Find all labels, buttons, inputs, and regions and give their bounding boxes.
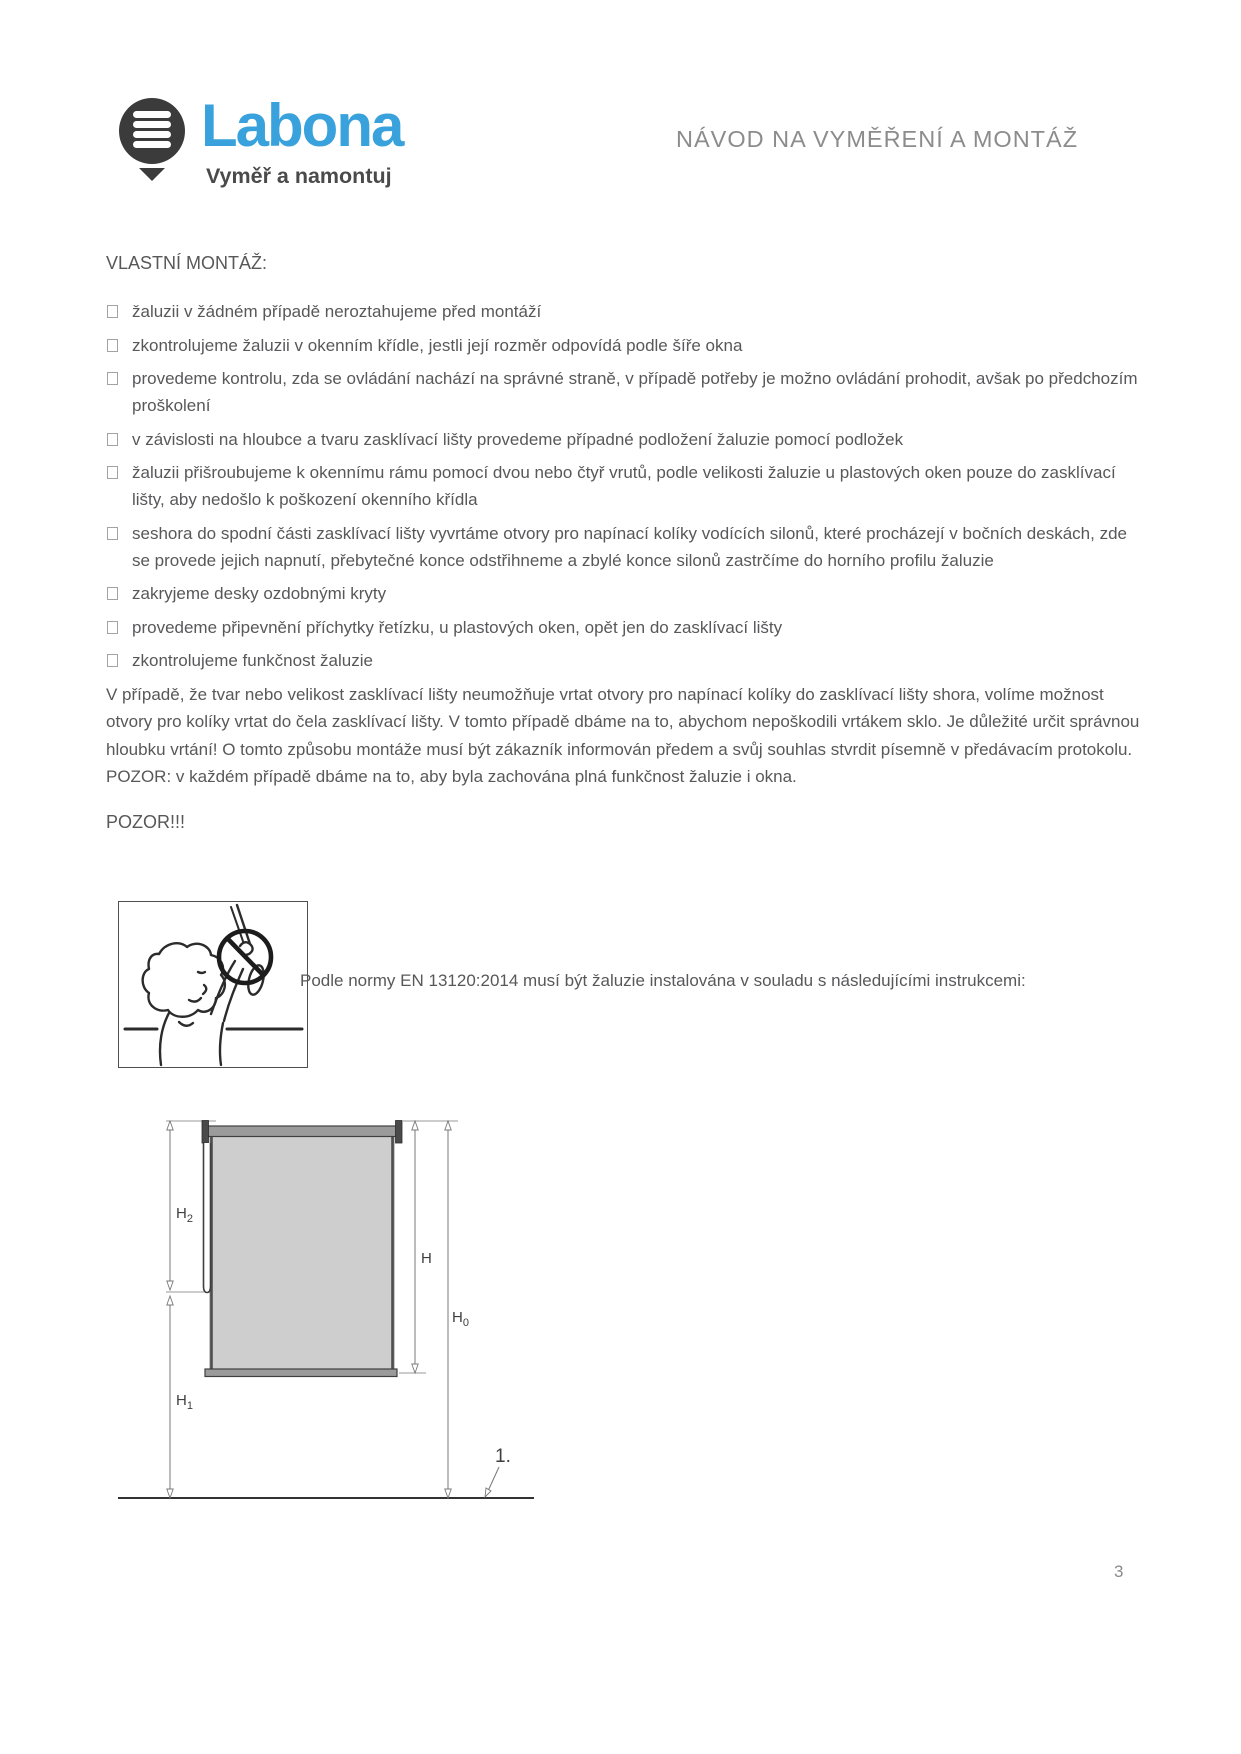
checklist-item-text: provedeme kontrolu, zda se ovládání nachází na správné straně, v případě potřeby je možno ovládání prohodit, avšak po předchozím proškolení [132, 369, 1138, 415]
content-column [106, 250, 1140, 836]
checklist-item [106, 459, 1140, 513]
dim-label-h2: $H_2$ [176, 1205, 193, 1225]
warning-heading: POZOR!!! [106, 811, 186, 832]
checkbox-icon [107, 372, 118, 385]
section-heading: VLASTNÍ MONTÁŽ: [106, 253, 268, 273]
checklist-item [106, 580, 1140, 607]
checkbox-icon [107, 433, 118, 446]
brand-name: Labona [201, 92, 403, 159]
checkbox-icon [107, 654, 118, 667]
labona-blinds-pin-icon [118, 97, 186, 189]
checklist-item-text: zkontrolujeme funkčnost žaluzie [132, 651, 373, 670]
floor-reference-label: 1. [495, 1446, 511, 1467]
checklist-item-text: zakryjeme desky ozdobnými kryty [132, 584, 387, 603]
norm-note-text: Podle normy EN 13120:2014 musí být žaluzie instalována v souladu s následujícími instrukcemi: [300, 971, 1026, 990]
checklist-item-text: žaluzii přišroubujeme k okennímu rámu pomocí dvou nebo čtyř vrutů, podle velikosti žaluzie u plastových oken pouze do zasklívací lišty, aby nedošlo k poškození okenního křídla [132, 463, 1116, 509]
checklist-item [106, 614, 1140, 641]
checkbox-icon [107, 587, 118, 600]
brand-tagline: Vyměř a namontuj [206, 164, 392, 188]
drilling-note-paragraph: V případě, že tvar nebo velikost zasklívací lišty neumožňuje vrtat otvory pro napínací kolíky do zasklívací lišty shora, volíme možnost otvory pro kolíky vrtat do čela zasklívací lišty. V tomto případě dbáme na to, abychom nepoškodili vrtákem sklo. Je důležité určit správnou hloubku vrtání! O tomto způsobu montáže musí být zákazník informován předem a svůj souhlas stvrdit písemně v předávacím protokolu. POZOR: v každém případě dbáme na to, aby byla zachována plná funkčnost žaluzie i okna. [106, 684, 1140, 786]
document-title: NÁVOD NA VYMĚŘENÍ A MONTÁŽ [676, 126, 1079, 152]
montage-checklist [106, 298, 1140, 674]
child-cord-warning-illustration [118, 901, 308, 1068]
roller-blind-measurement-diagram [100, 1090, 545, 1522]
page-number: 3 [1114, 1562, 1124, 1581]
checkbox-icon [107, 466, 118, 479]
dim-label-h0: $H_0$ [452, 1309, 469, 1329]
checkbox-icon [107, 305, 118, 318]
dim-label-h1: $H_1$ [176, 1392, 193, 1412]
checklist-item [106, 520, 1140, 574]
checkbox-icon [107, 621, 118, 634]
checkbox-icon [107, 339, 118, 352]
checklist-item-text: seshora do spodní části zasklívací lišty vyvrtáme otvory pro napínací kolíky vodících silonů, které procházejí v bočních deskách, zde se provede jejich napnutí, přebytečné konce odstřihneme a zbylé konce silonů zastrčíme do horního profilu žaluzie [132, 523, 1127, 570]
checkbox-icon [107, 527, 118, 540]
checklist-item [106, 647, 1140, 674]
checklist-item [106, 332, 1140, 359]
dim-label-h: H [421, 1250, 432, 1267]
checklist-item-text: v závislosti na hloubce a tvaru zasklívací lišty provedeme případné podložení žaluzie pomocí podložek [132, 429, 904, 449]
checklist-item [106, 298, 1140, 325]
checklist-item [106, 426, 1140, 453]
checklist-item [106, 365, 1140, 419]
checklist-item-text: žaluzii v žádném případě neroztahujeme před montáží [132, 302, 542, 321]
checklist-item-text: zkontrolujeme žaluzii v okenním křídle, jestli její rozměr odpovídá podle šíře okna [132, 335, 743, 355]
checklist-item-text: provedeme připevnění příchytky řetízku, u plastových oken, opět jen do zasklívací lišty [132, 617, 783, 637]
